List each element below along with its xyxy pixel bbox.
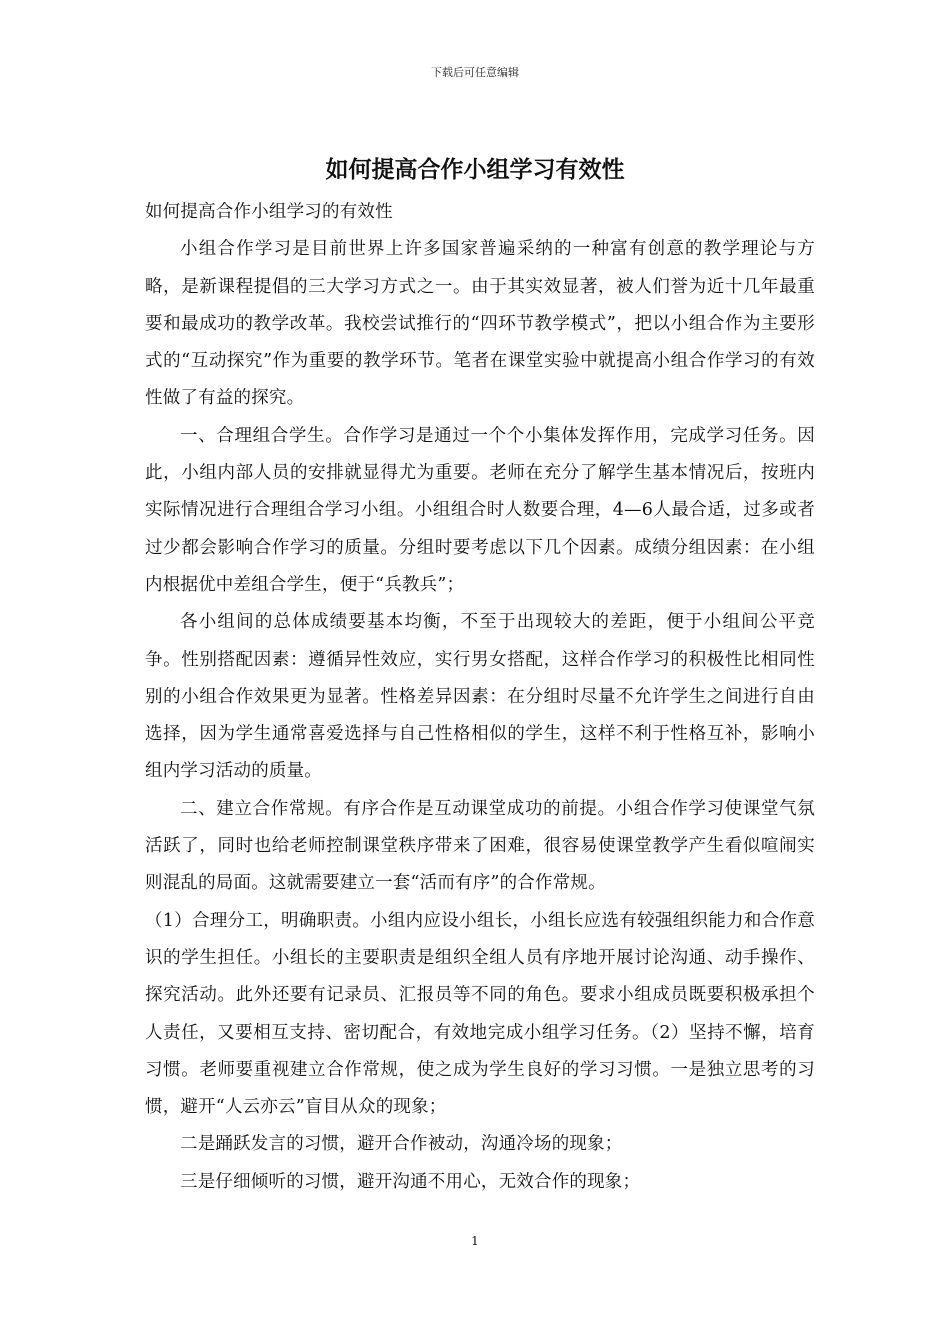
paragraph-section-two-details: （1）合理分工，明确职责。小组内应设小组长，小组长应选有较强组织能力和合作意识的学生担任。小组长的主要职责是组织全组人员有序地开展讨论沟通、动手操作、探究活动。此外还要有记录员、汇报员等不同的角色。要求小组成员既要积极承担个人责任，又要相互支持、密切配合，有效地完成小组学习任务。（2）坚持不懈，培育习惯。老师要重视建立合作常规，使之成为学生良好的学习习惯。一是独立思考的习惯，避开“人云亦云”盲目从众的现象； [145,910,815,1118]
document-subtitle: 如何提高合作小组学习的有效性 [145,202,393,222]
document-title: 如何提高合作小组学习有效性 [325,156,625,183]
header-note: 下载后可任意编辑 [431,66,519,79]
document-body [145,194,815,1201]
paragraph-section-two: 二、建立合作常规。有序合作是互动课堂成功的前提。小组合作学习使课堂气氛活跃了，同时也给老师控制课堂秩序带来了困难，很容易使课堂教学产生看似喧闹实则混乱的局面。这就需要建立一套“活而有序”的合作常规。 [145,798,815,894]
paragraph-intro: 小组合作学习是目前世界上许多国家普遍采纳的一种富有创意的教学理论与方略，是新课程提倡的三大学习方式之一。由于其实效显著，被人们誉为近十几年最重要和最成功的教学改革。我校尝试推行的“四环节教学模式”，把以小组合作为主要形式的“互动探究”作为重要的教学环节。笔者在课堂实验中就提高小组合作学习的有效性做了有益的探究。 [145,239,815,409]
paragraph-section-one-continued: 各小组间的总体成绩要基本均衡，不至于出现较大的差距，便于小组间公平竞争。性别搭配因素：遵循异性效应，实行男女搭配，这样合作学习的积极性比相同性别的小组合作效果更为显著。性格差异因素：在分组时尽量不允许学生之间进行自由选择，因为学生通常喜爱选择与自己性格相似的学生，这样不利于性格互补，影响小组内学习活动的质量。 [145,612,815,782]
paragraph-habit-listening: 三是仔细倾听的习惯，避开沟通不用心，无效合作的现象； [180,1171,641,1192]
paragraph-section-one: 一、合理组合学生。合作学习是通过一个个小集体发挥作用，完成学习任务。因此，小组内部人员的安排就显得尤为重要。老师在充分了解学生基本情况后，按班内实际情况进行合理组合学习小组。小组组合时人数要合理，4—6人最合适，过多或者过少都会影响合作学习的质量。分组时要考虑以下几个因素。成绩分组因素：在小组内根据优中差组合学生，便于“兵教兵”； [145,425,815,595]
page-number: 1 [471,1234,479,1248]
paragraph-habit-speaking: 二是踊跃发言的习惯，避开合作被动，沟通冷场的现象； [180,1134,623,1155]
